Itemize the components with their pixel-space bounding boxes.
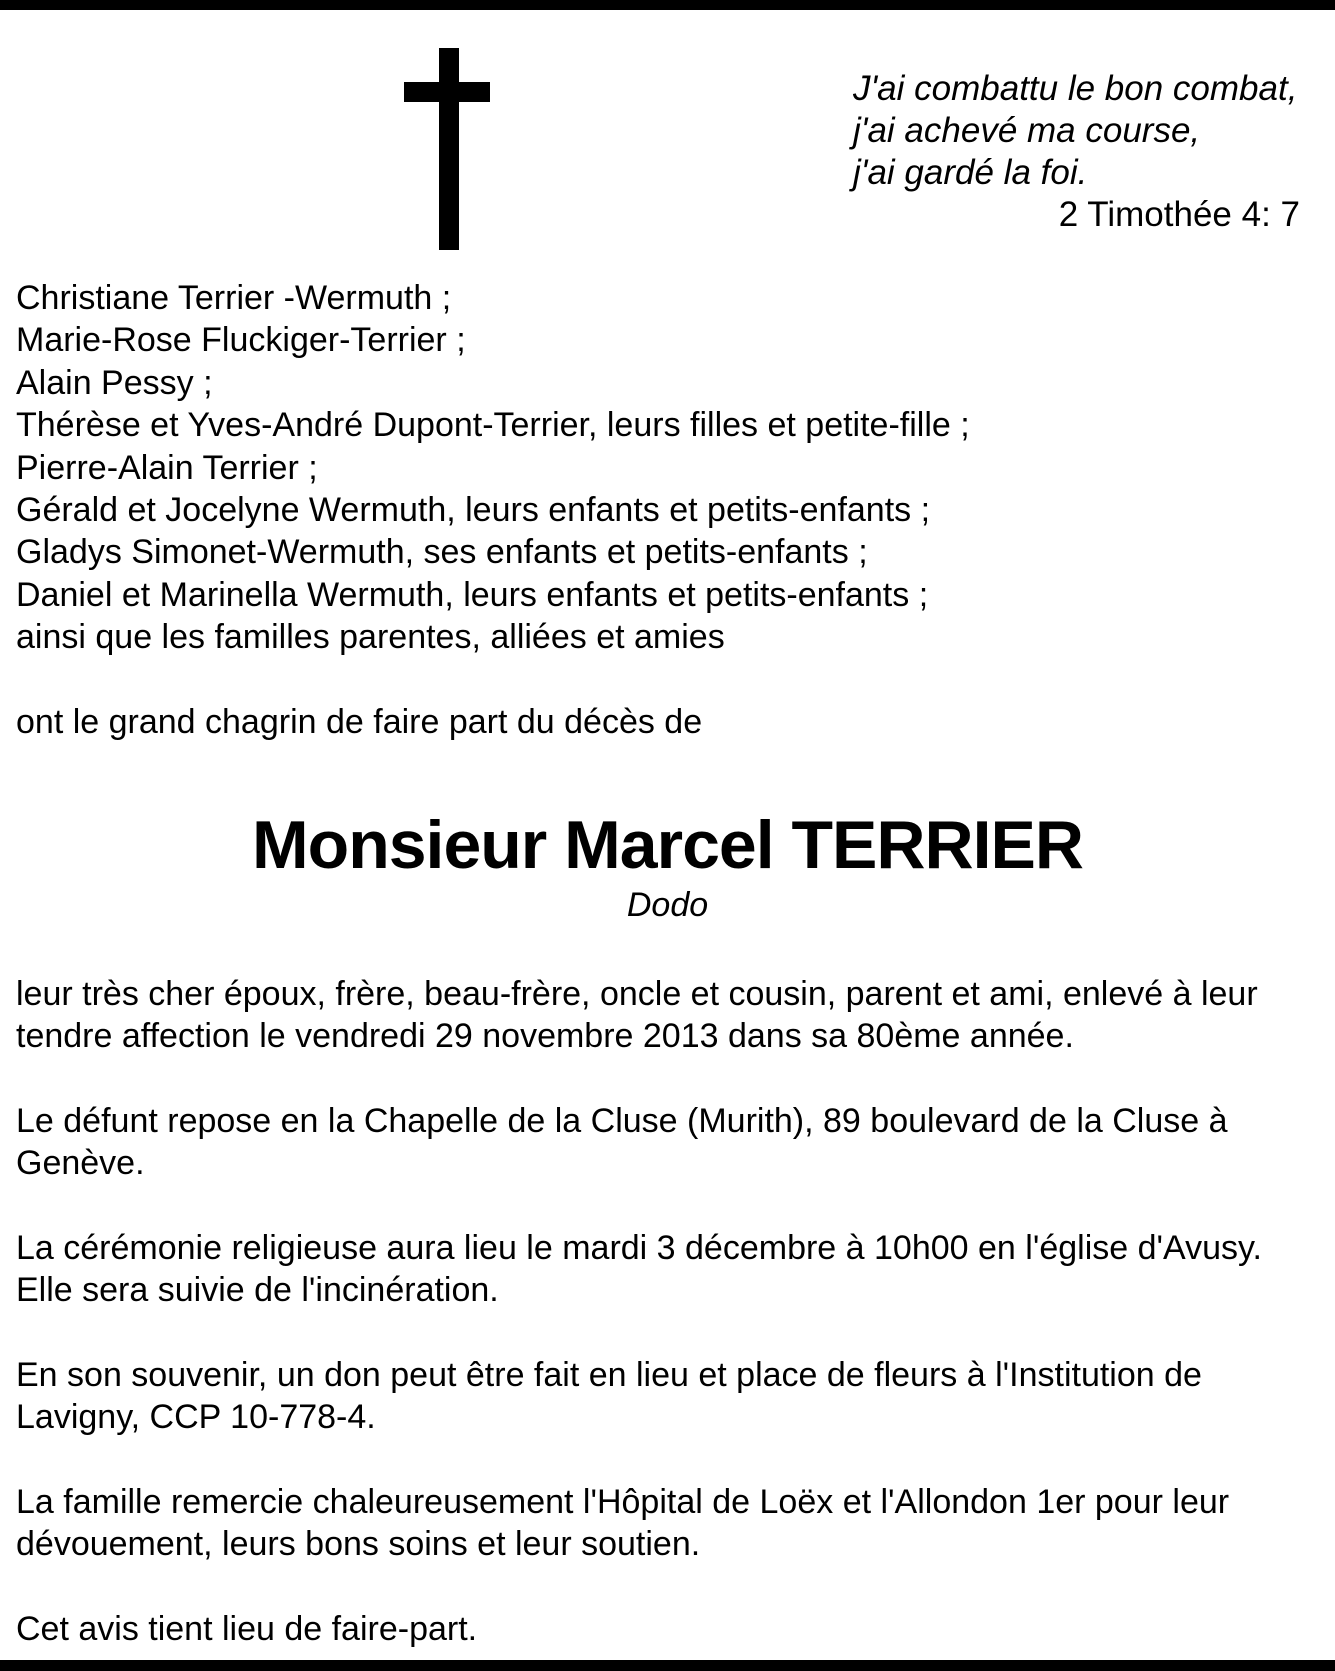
family-member: Pierre-Alain Terrier ; (16, 448, 318, 487)
family-member: Thérèse et Yves-André Dupont-Terrier, leurs filles et petite-fille ; (16, 406, 970, 445)
family-list (16, 277, 970, 659)
ceremony-paragraph: La cérémonie religieuse aura lieu le mardi 3 décembre à 10h00 en l'église d'Avusy. Elle sera suivie de l'incinération. (16, 1229, 1262, 1310)
thanks-paragraph: La famille remercie chaleureusement l'Hôpital de Loëx et l'Allondon 1er pour leur dévouement, leurs bons soins et leur soutien. (16, 1483, 1230, 1564)
bottom-border-rule (0, 1660, 1335, 1671)
family-member: Gérald et Jocelyne Wermuth, leurs enfants et petits-enfants ; (16, 491, 931, 530)
top-border-rule (0, 0, 1335, 10)
epigraph-line-1: J'ai combattu le bon combat, (853, 69, 1298, 108)
donation-paragraph: En son souvenir, un don peut être fait en lieu et place de fleurs à l'Institution de Lavigny, CCP 10-778-4. (16, 1356, 1202, 1437)
epigraph-line-3: j'ai gardé la foi. (853, 153, 1088, 192)
family-member: Daniel et Marinella Wermuth, leurs enfants et petits-enfants ; (16, 575, 929, 614)
relation-paragraph: leur très cher époux, frère, beau-frère, oncle et cousin, parent et ami, enlevé à leur tendre affection le vendredi 29 novembre 2013 dans sa 80ème année. (16, 975, 1258, 1056)
closing-paragraph: Cet avis tient lieu de faire-part. (16, 1610, 478, 1648)
deceased-nickname: Dodo (626, 886, 709, 924)
family-member: Gladys Simonet-Wermuth, ses enfants et petits-enfants ; (16, 533, 868, 572)
family-member: ainsi que les familles parentes, alliées et amies (16, 618, 725, 657)
family-member: Alain Pessy ; (16, 363, 213, 402)
deceased-name: Monsieur Marcel TERRIER (252, 807, 1083, 883)
family-member: Christiane Terrier -Wermuth ; (16, 279, 452, 317)
family-member: Marie-Rose Fluckiger-Terrier ; (16, 321, 466, 360)
epigraph (853, 68, 1300, 236)
repose-paragraph: Le défunt repose en la Chapelle de la Cluse (Murith), 89 boulevard de la Cluse à Genève. (16, 1102, 1228, 1183)
announcement-intro: ont le grand chagrin de faire part du décès de (16, 703, 703, 741)
cross-icon (404, 48, 490, 250)
epigraph-reference: 2 Timothée 4: 7 (1058, 195, 1300, 234)
epigraph-line-2: j'ai achevé ma course, (853, 111, 1201, 150)
